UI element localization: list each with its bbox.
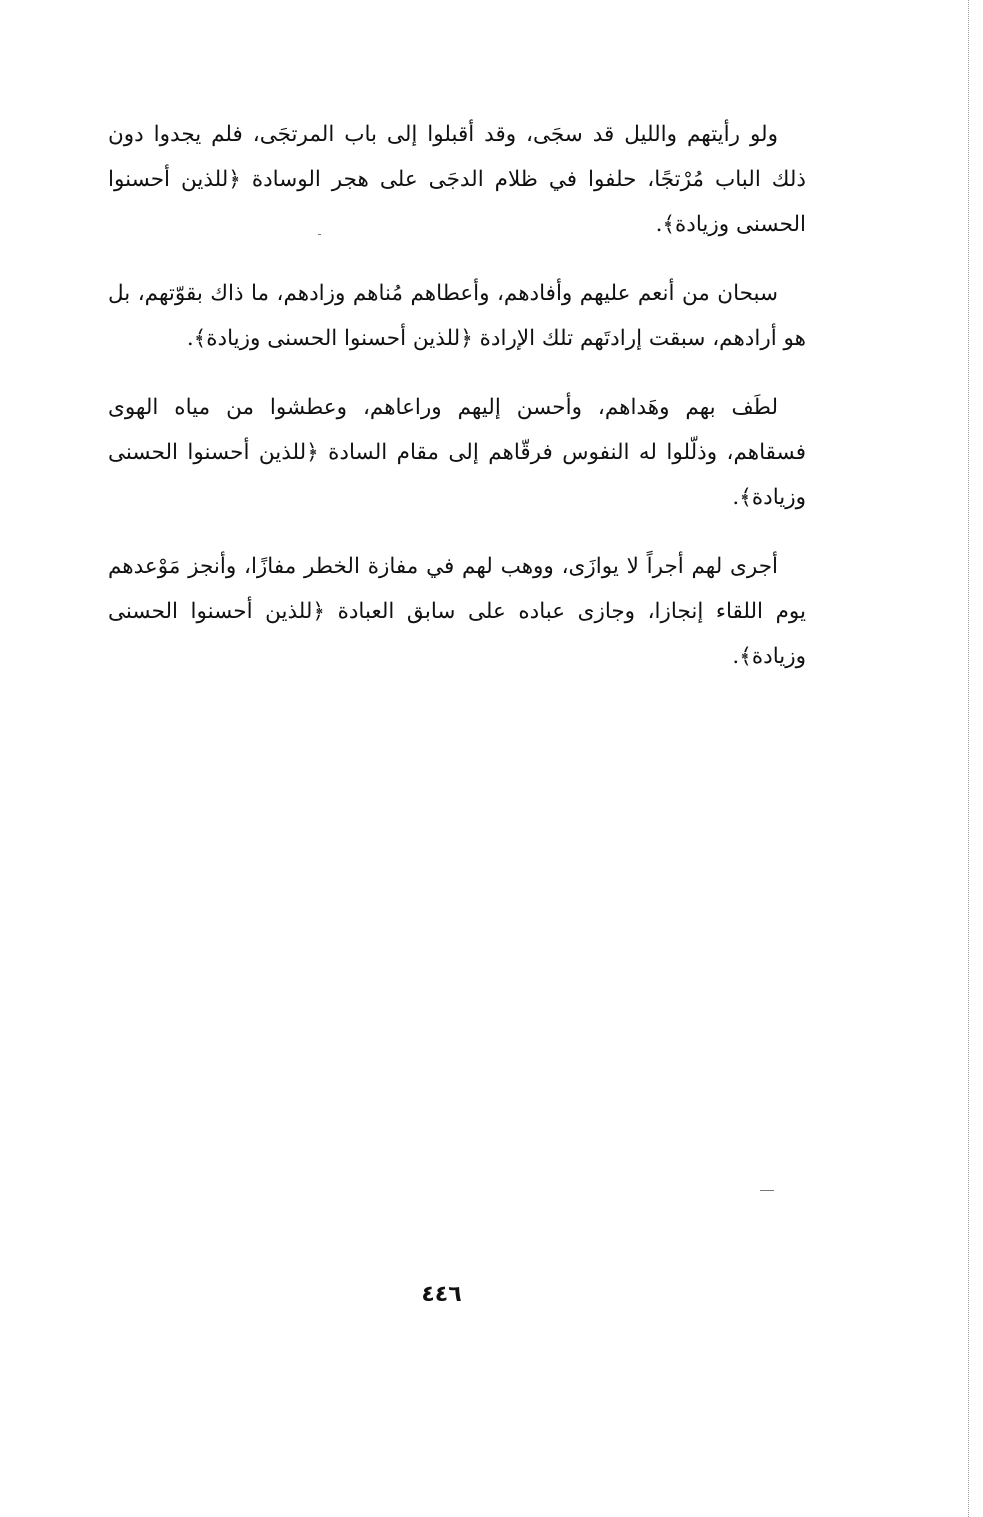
paragraph-4: أجرى لهم أجراً لا يوازَى، ووهب لهم في مفازة الخطر مفازًا، وأنجز مَوْعدهم يوم اللقاء إنجازا، وجازى عباده على سابق العبادة ﴿للذين أحسنوا الحسنى وزيادة﴾. <box>108 554 806 669</box>
paragraph-2: سبحان من أنعم عليهم وأفادهم، وأعطاهم مُناهم وزادهم، ما ذاك بقوّتهم، بل هو أرادهم، سبقت إرادتَهم تلك الإرادة ﴿للذين أحسنوا الحسنى وزيادة﴾. <box>108 281 806 351</box>
page-body <box>108 112 806 703</box>
paragraph-3: لطَف بهم وهَداهم، وأحسن إليهم وراعاهم، وعطشوا من مياه الهوى فسقاهم، وذلّلوا له النفوس فرقّاهم إلى مقام السادة ﴿للذين أحسنوا الحسنى وزيادة﴾. <box>108 395 806 510</box>
page-number: ٤٤٦ <box>421 1282 462 1307</box>
scan-speck <box>318 234 321 235</box>
scan-speck <box>760 1190 774 1191</box>
paragraph-1: ولو رأيتهم والليل قد سجَى، وقد أقبلوا إلى باب المرتجَى، فلم يجدوا دون ذلك الباب مُرْتجًا، حلفوا في ظلام الدجَى على هجر الوسادة ﴿للذين أحسنوا الحسنى وزيادة﴾. <box>108 122 806 237</box>
scan-edge-dots <box>968 0 969 1517</box>
